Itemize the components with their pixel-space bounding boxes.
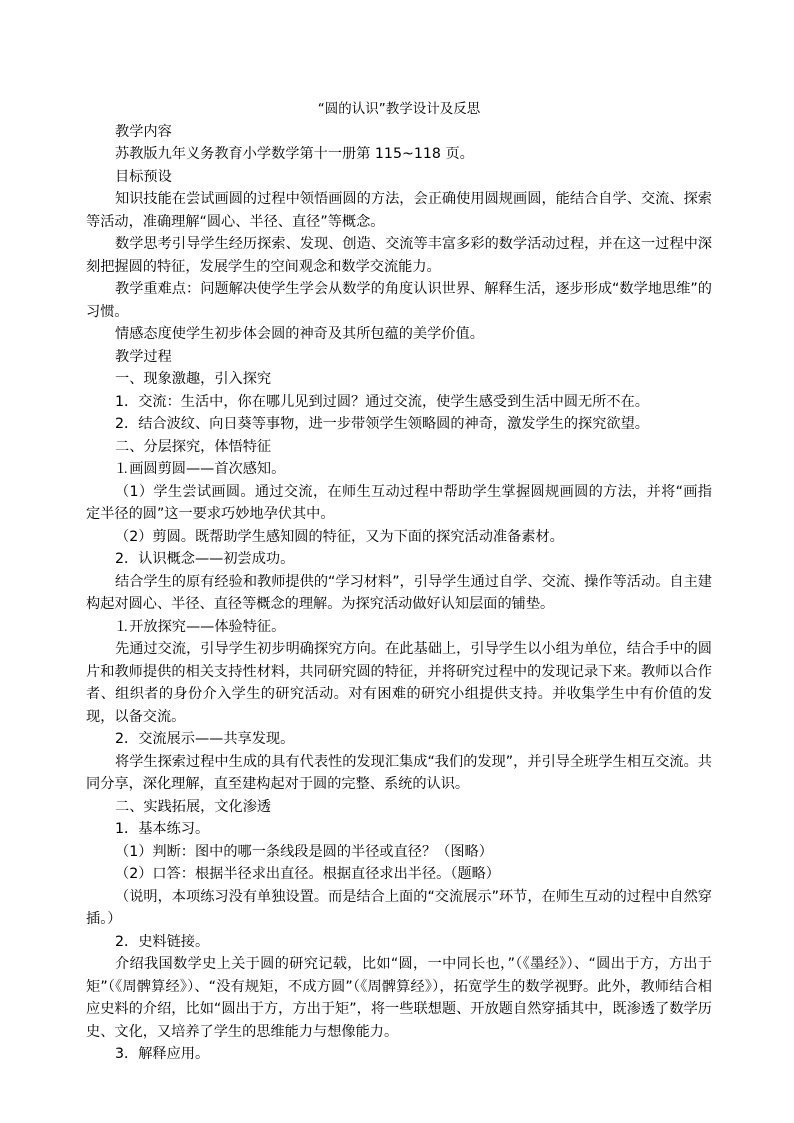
paragraph: 1．基本练习。 bbox=[115, 821, 210, 837]
paragraph: 先通过交流，引导学生初步明确探究方向。在此基础上，引导学生以小组为单位，结合手中的圆片和教师提供的相关支持性材料，共同研究圆的特征，并将研究过程中的发现记录下来。教师以合作者、组织者的身份介入学生的研究活动。对有困难的研究小组提供支持。并收集学生中有价值的发现，以备交流。 bbox=[86, 641, 712, 725]
paragraph: 介绍我国数学史上关于圆的研究记载，比如“圆，一中同长也，”（《墨经》）、“圆出于方，方出于矩”（《周髀算经》）、“没有规矩，不成方圆”（《周髀算经》），拓宽学生的数学视野。此外，教师结合相应史料的介绍，比如“圆出于方，方出于矩”，将一些联想题、开放题自然穿插其中，既渗透了数学历史、文化，又培养了学生的思维能力与想像能力。 bbox=[86, 956, 712, 1040]
paragraph: （1）学生尝试画圆。通过交流，在师生互动过程中帮助学生掌握圆规画圆的方法，并将“画指定半径的圆”这一要求巧妙地孕伏其中。 bbox=[86, 483, 712, 522]
paragraph: 苏教版九年义务教育小学数学第十一册第 115~118 页。 bbox=[115, 146, 474, 162]
paragraph: （2）口答：根据半径求出直径。根据直径求出半径。（题略） bbox=[115, 866, 500, 882]
paragraph: 教学重难点：问题解决使学生学会从数学的角度认识世界、解释生活，逐步形成“数学地思维”的习惯。 bbox=[86, 281, 712, 320]
paragraph: ⒈画圆剪圆——首次感知。 bbox=[115, 461, 286, 477]
paragraph: 数学思考引导学生经历探索、发现、创造、交流等丰富多彩的数学活动过程，并在这一过程中深刻把握圆的特征，发展学生的空间观念和数学交流能力。 bbox=[86, 236, 712, 275]
document-page bbox=[86, 98, 712, 1066]
paragraph: 2．认识概念——初尝成功。 bbox=[115, 551, 295, 567]
paragraph: （说明，本项练习没有单独设置。而是结合上面的“交流展示”环节，在师生互动的过程中自然穿插。） bbox=[86, 888, 712, 927]
paragraph: 情感态度使学生初步体会圆的神奇及其所包蕴的美学价值。 bbox=[115, 326, 484, 342]
paragraph: 目标预设 bbox=[115, 168, 172, 185]
paragraph: 2．交流展示——共享发现。 bbox=[115, 731, 295, 747]
paragraph: 1．交流：生活中，你在哪儿见到过圆？通过交流，使学生感受到生活中圆无所不在。 bbox=[115, 393, 649, 410]
paragraph: ⒈开放探究——体验特征。 bbox=[115, 618, 286, 635]
paragraph: 二、实践拓展，文化渗透 bbox=[115, 798, 272, 815]
paragraph: 教学过程 bbox=[115, 348, 172, 365]
paragraph: （1）判断：图中的哪一条线段是圆的半径或直径？（图略） bbox=[115, 843, 493, 860]
paragraph: 结合学生的原有经验和教师提供的“学习材料”，引导学生通过自学、交流、操作等活动。自主建构起对圆心、半径、直径等概念的理解。为探究活动做好认知层面的铺垫。 bbox=[86, 573, 712, 612]
paragraph: 2．史料链接。 bbox=[115, 933, 210, 950]
document-title: “圆的认识”教学设计及反思 bbox=[317, 101, 481, 117]
document-body bbox=[86, 121, 712, 1066]
paragraph: 教学内容 bbox=[115, 123, 172, 140]
paragraph: （2）剪圆。既帮助学生感知圆的特征，又为下面的探究活动准备素材。 bbox=[115, 528, 564, 545]
paragraph: 将学生探索过程中生成的具有代表性的发现汇集成“我们的发现”，并引导全班学生相互交流。共同分享，深化理解，直至建构起对于圆的完整、系统的认识。 bbox=[86, 753, 712, 792]
paragraph: 一、现象激趣，引入探究 bbox=[115, 371, 272, 387]
paragraph: 知识技能在尝试画圆的过程中领悟画圆的方法，会正确使用圆规画圆，能结合自学、交流、探索等活动，准确理解“圆心、半径、直径”等概念。 bbox=[86, 191, 712, 230]
paragraph: 二、分层探究，体悟特征 bbox=[115, 438, 272, 455]
paragraph: 3．解释应用。 bbox=[115, 1046, 210, 1062]
paragraph: 2．结合波纹、向日葵等事物，进一步带领学生领略圆的神奇，激发学生的探究欲望。 bbox=[115, 416, 649, 432]
